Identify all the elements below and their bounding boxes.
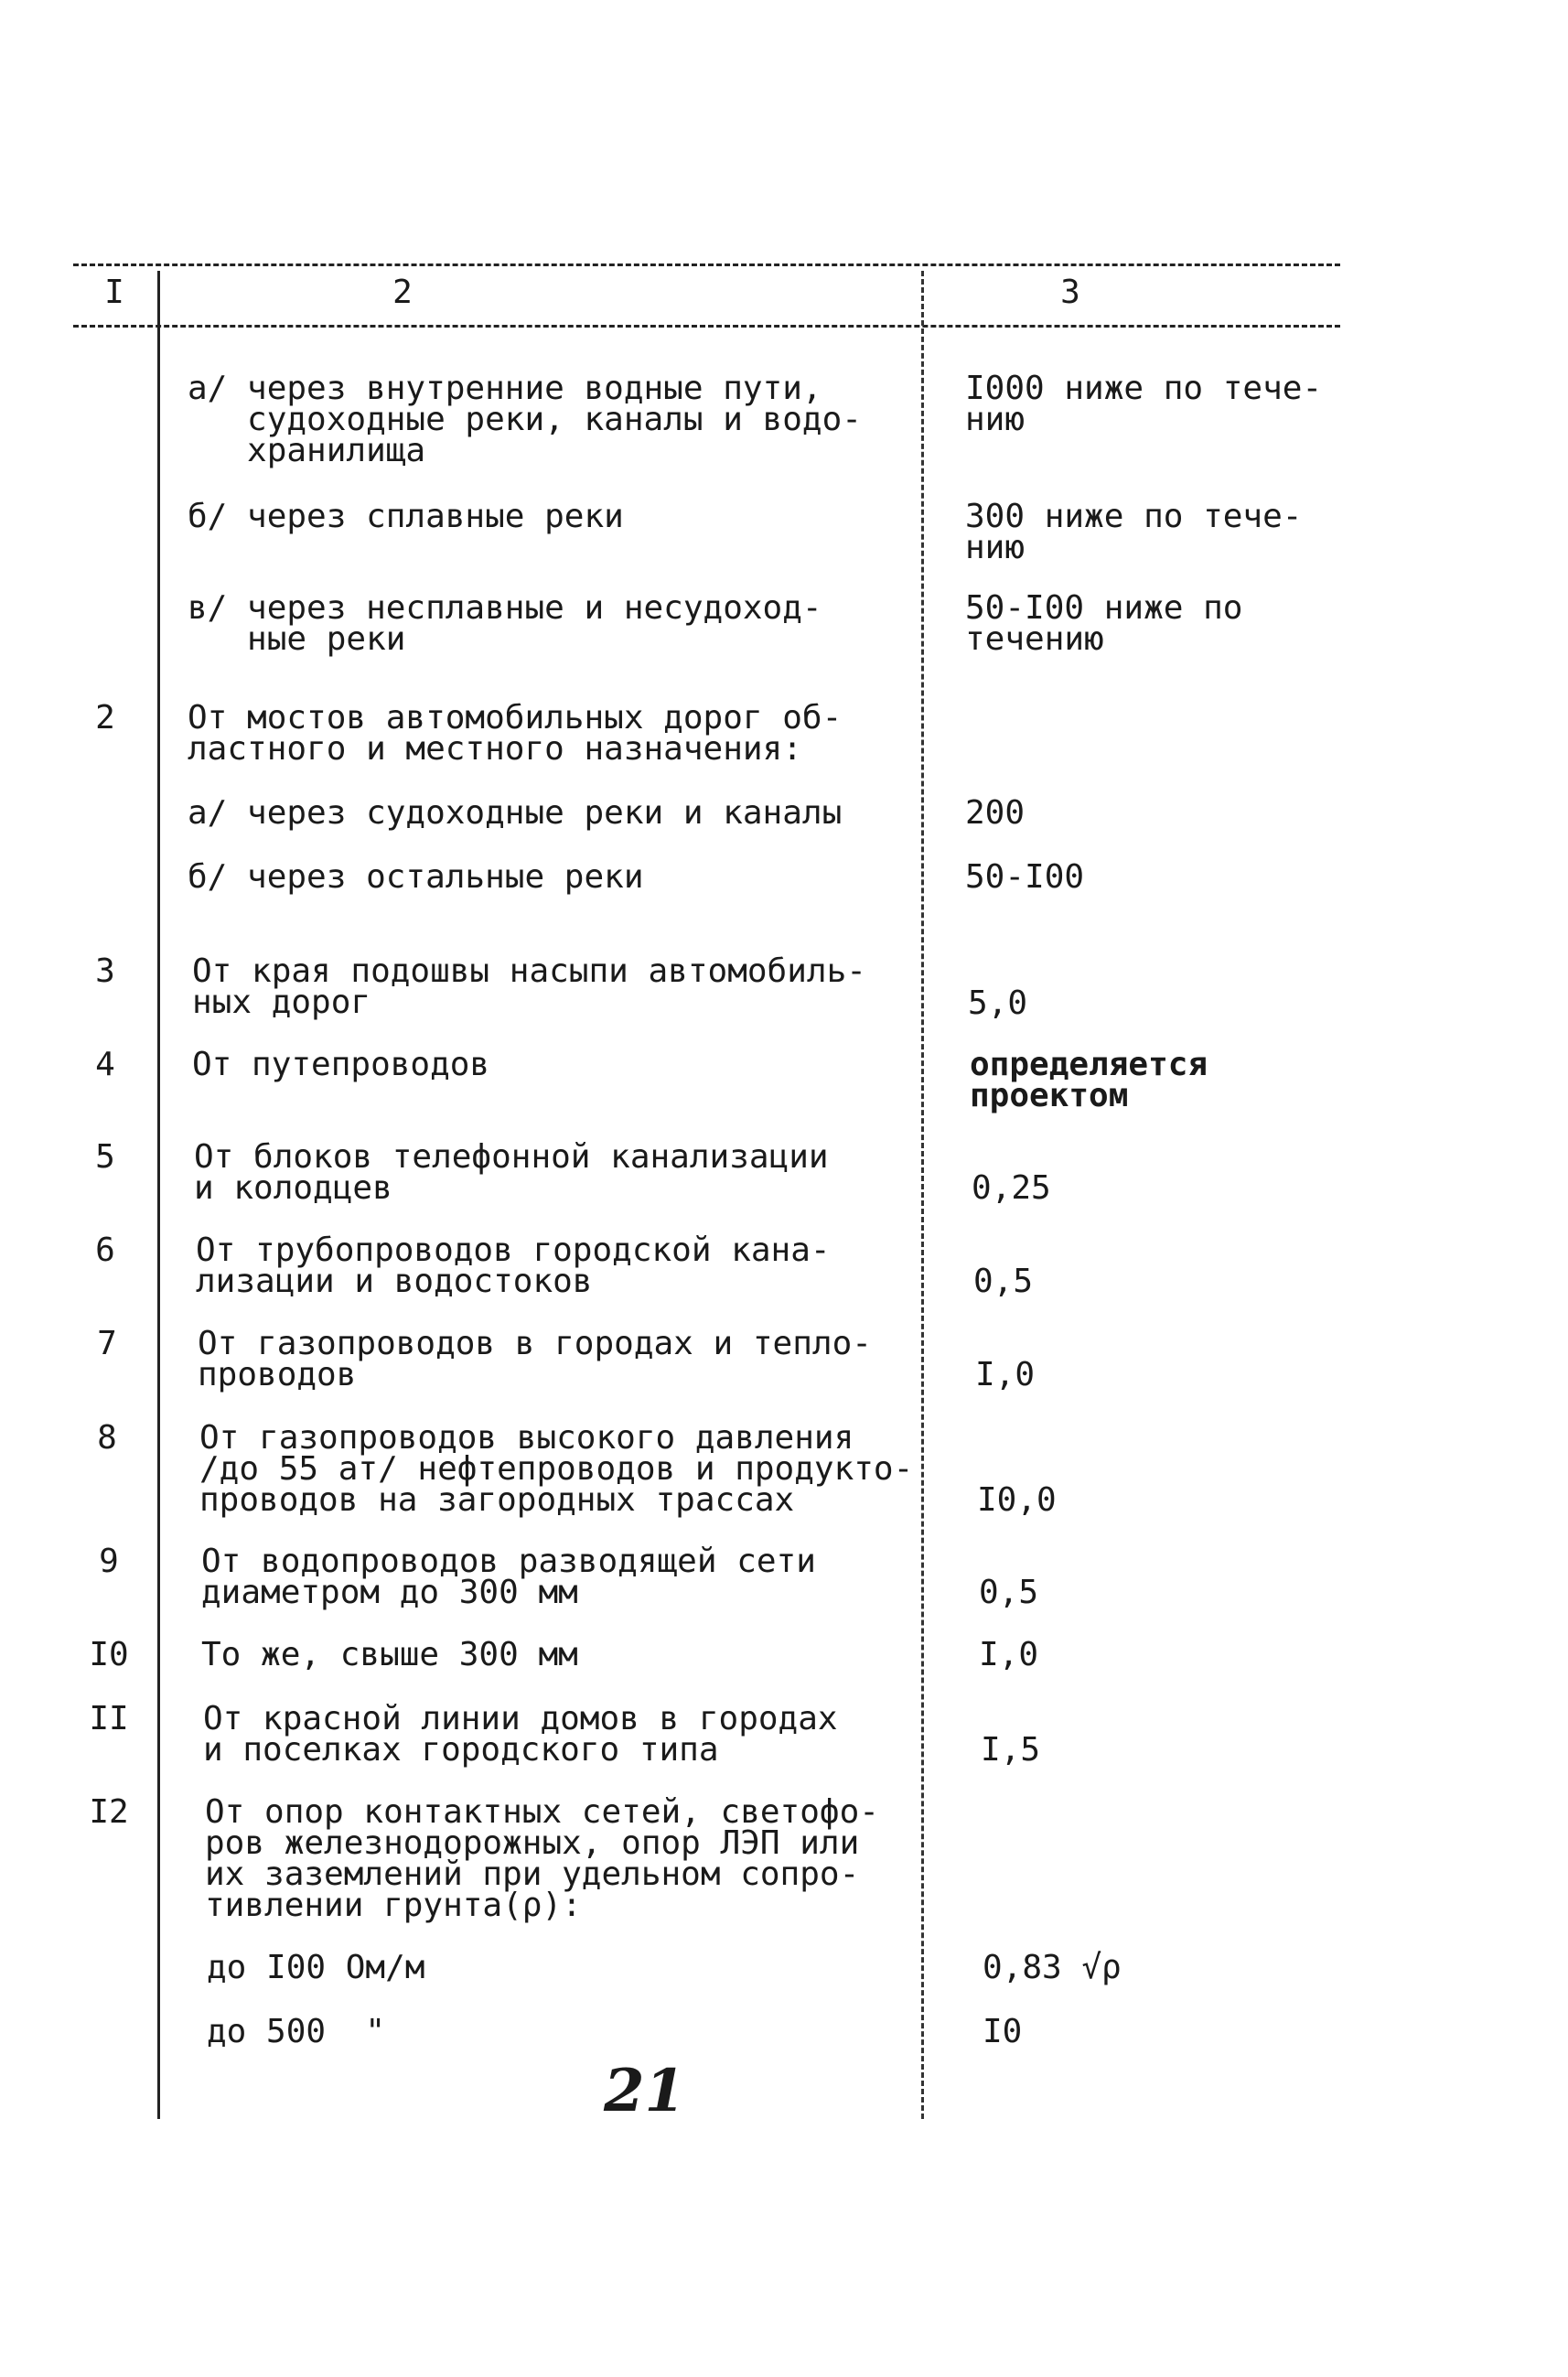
row-value: 200 [965, 794, 1026, 832]
row-value: 0,25 [972, 1169, 1051, 1207]
header-col-3: 3 [1060, 274, 1080, 311]
row-text: От красной линии домов в городах и поселках городского типа [203, 1700, 838, 1769]
row-number: 7 [97, 1325, 117, 1362]
row-value: I,0 [979, 1636, 1039, 1673]
row-number: I0 [89, 1636, 129, 1673]
row-value: I0 [983, 2013, 1023, 2050]
row-value: 0,5 [973, 1263, 1034, 1300]
row-text: а/ через судоходные реки и каналы [188, 794, 843, 832]
row-text: а/ через внутренние водные пути, судоходные реки, каналы и водо- хранилища [188, 370, 862, 469]
row-value: I,0 [975, 1356, 1036, 1393]
header-col-2: 2 [392, 274, 413, 311]
row-value: I0,0 [977, 1481, 1057, 1519]
row-value: определяется проектом [970, 1046, 1208, 1114]
row-text: От водопроводов разводящей сети диаметром до 300 мм [201, 1543, 816, 1611]
row-text: б/ через остальные реки [188, 858, 644, 896]
row-number: I2 [89, 1793, 129, 1831]
row-number: 3 [95, 952, 115, 990]
row-value: 0,83 √ρ [983, 1949, 1122, 1986]
row-text: От блоков телефонной канализации и колодцев [194, 1138, 829, 1207]
row-number: 8 [97, 1419, 117, 1457]
row-number: 6 [95, 1232, 115, 1269]
row-text: б/ через сплавные реки [188, 498, 624, 535]
page-number: 21 [604, 2057, 686, 2125]
header-bottom-rule [73, 325, 1340, 328]
row-number: 4 [95, 1046, 115, 1083]
row-value: I,5 [981, 1731, 1041, 1769]
row-text: От трубопроводов городской кана- лизации и водостоков [196, 1232, 831, 1300]
row-number: II [89, 1700, 129, 1737]
row-value: 50-I00 ниже по течению [965, 589, 1243, 658]
row-number: 2 [95, 699, 115, 737]
row-number: 5 [95, 1138, 115, 1176]
row-text: От газопроводов в городах и тепло- проводов [198, 1325, 872, 1393]
row-text: в/ через несплавные и несудоход- ные реки [188, 589, 822, 658]
row-value: 0,5 [979, 1574, 1039, 1611]
row-value: 5,0 [968, 984, 1028, 1022]
row-text: От опор контактных сетей, светофо- ров железнодорожных, опор ЛЭП или их заземлений при удельном сопро- тивлении грунта(ρ): [205, 1793, 879, 1924]
row-text: От путепроводов [192, 1046, 490, 1083]
row-text: От газопроводов высокого давления /до 55 ат/ нефтепроводов и продукто- проводов на загородных трассах [199, 1419, 914, 1519]
header-col-1: I [104, 274, 124, 311]
row-text: От края подошвы насыпи автомобиль- ных дорог [192, 952, 866, 1021]
row-number: 9 [99, 1543, 119, 1580]
row-text: до 500 " [207, 2013, 386, 2050]
row-value: 300 ниже по тече- нию [965, 498, 1303, 566]
row-value: I000 ниже по тече- нию [965, 370, 1323, 438]
row-text: От мостов автомобильных дорог об- ластного и местного назначения: [188, 699, 843, 768]
row-text: То же, свыше 300 мм [201, 1636, 578, 1673]
top-rule [73, 264, 1340, 266]
row-value: 50-I00 [965, 858, 1085, 896]
row-text: до I00 Ом/м [207, 1949, 425, 1986]
column-divider-1 [157, 271, 160, 2119]
column-divider-2 [921, 271, 924, 2119]
